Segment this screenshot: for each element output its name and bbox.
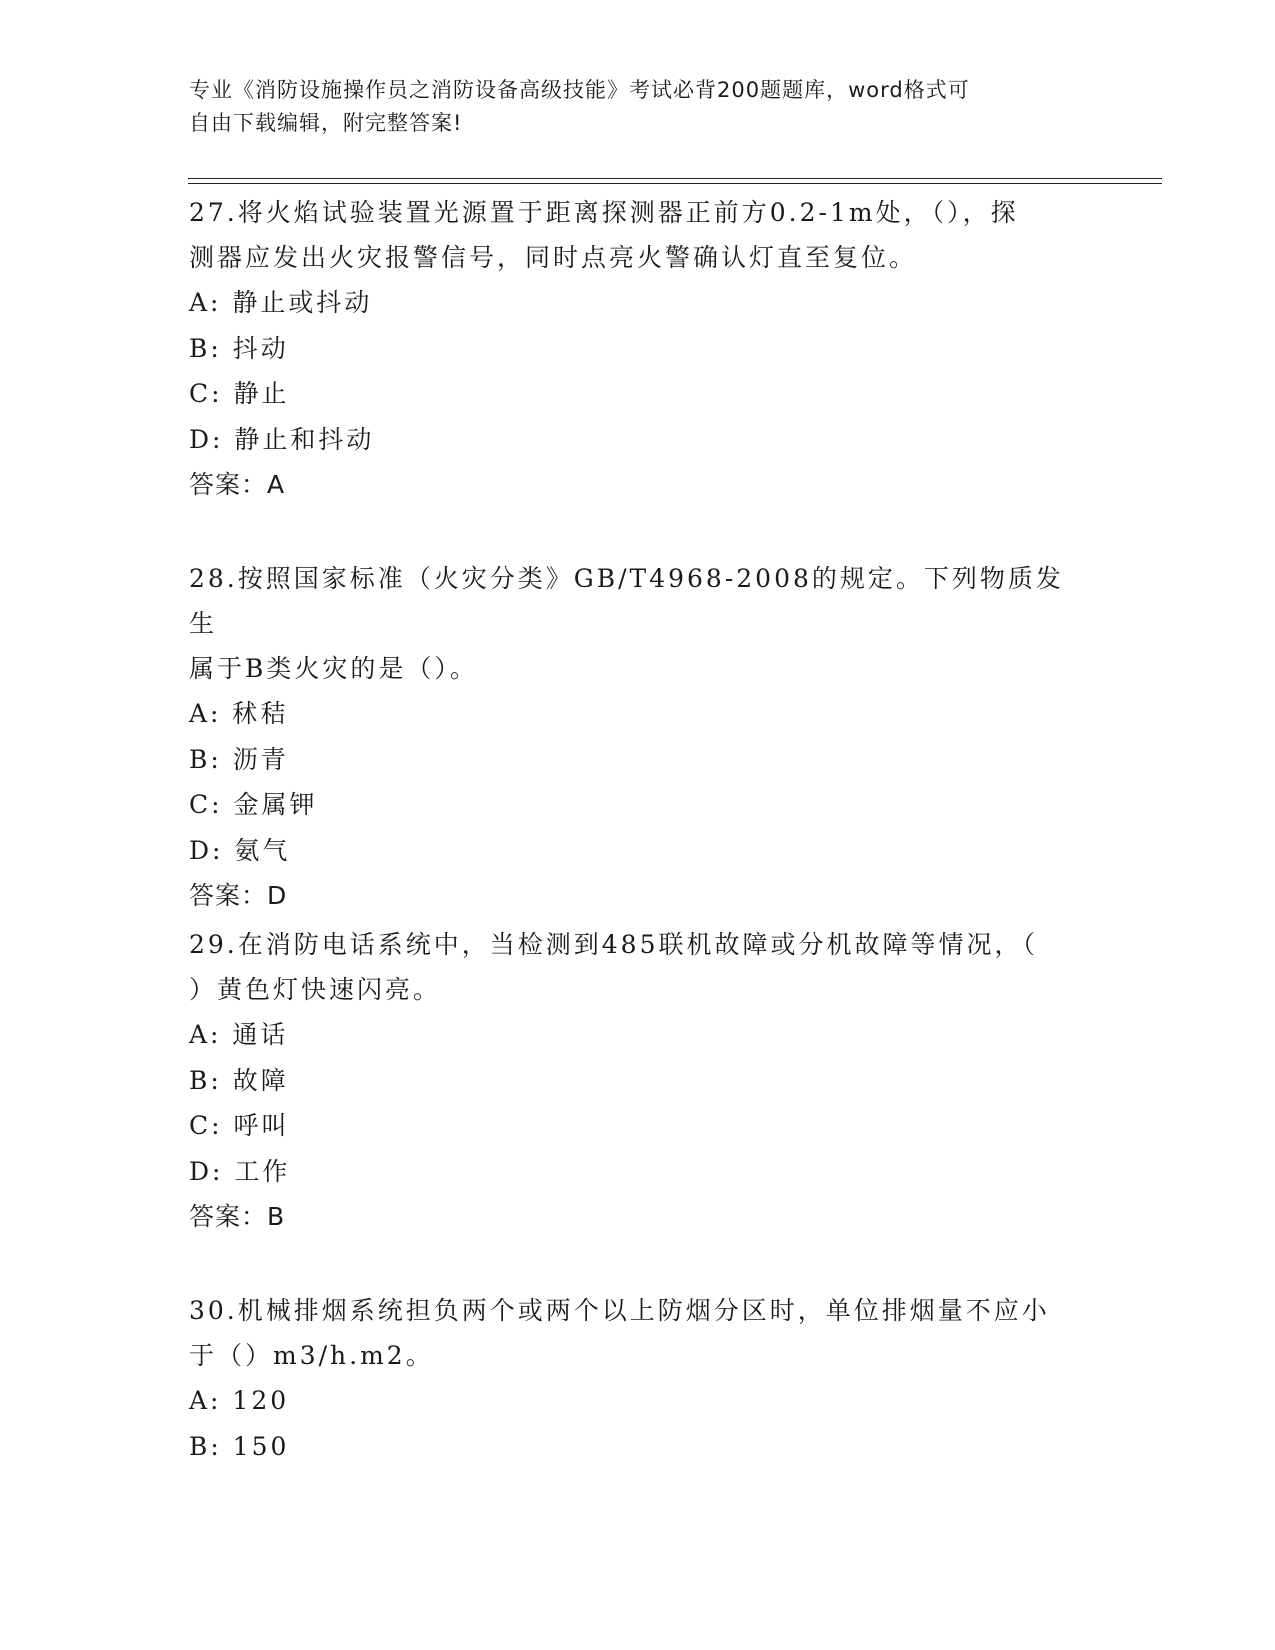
document-header	[189, 74, 1089, 140]
question-30	[189, 1288, 1089, 1469]
header-title-line-2: 自由下载编辑，附完整答案!	[189, 111, 463, 135]
option-d: D: 工作	[189, 1156, 291, 1186]
option-c: C: 呼叫	[189, 1111, 290, 1140]
question-29	[189, 922, 1089, 1239]
option-a: A: 通话	[189, 1020, 289, 1049]
option-c: C: 金属钾	[189, 790, 318, 819]
header-divider-top	[188, 178, 1162, 179]
question-stem-line-2: 于（）m3/h.m2。	[189, 1341, 434, 1370]
option-d: D: 氨气	[189, 835, 291, 865]
option-a: A: 秫秸	[189, 699, 289, 728]
question-stem-line-2: 属于B类火灾的是（）。	[189, 654, 478, 683]
question-stem-line-1: 27.将火焰试验装置光源置于距离探测器正前方0.2-1m处，（），探	[189, 198, 1019, 227]
option-b: B: 抖动	[189, 333, 289, 363]
question-stem-line-1: 30.机械排烟系统担负两个或两个以上防烟分区时，单位排烟量不应小	[189, 1296, 1050, 1325]
option-c: C: 静止	[189, 379, 290, 408]
option-d: D: 静止和抖动	[189, 424, 375, 454]
answer: 答案：A	[189, 470, 286, 499]
question-stem-line-1: 28.按照国家标准（火灾分类》GB/T4968-2008的规定。下列物质发生	[189, 564, 1064, 638]
answer: 答案：B	[189, 1202, 286, 1231]
option-a: A: 静止或抖动	[189, 288, 373, 317]
question-28	[189, 556, 1089, 918]
question-stem-line-2: 测器应发出火灾报警信号，同时点亮火警确认灯直至复位。	[189, 243, 918, 272]
question-stem-line-2: ）黄色灯快速闪亮。	[189, 975, 442, 1004]
answer: 答案：D	[189, 881, 288, 910]
option-b: B: 故障	[189, 1065, 289, 1095]
header-title-line-1: 专业《消防设施操作员之消防设备高级技能》考试必背200题题库，word格式可	[189, 78, 970, 102]
question-27	[189, 190, 1089, 507]
header-divider-bottom	[188, 183, 1162, 184]
option-b: B: 沥青	[189, 744, 289, 774]
option-b: B: 150	[189, 1431, 290, 1461]
question-stem-line-1: 29.在消防电话系统中，当检测到485联机故障或分机故障等情况，（	[189, 930, 1038, 959]
option-a: A: 120	[189, 1386, 290, 1415]
